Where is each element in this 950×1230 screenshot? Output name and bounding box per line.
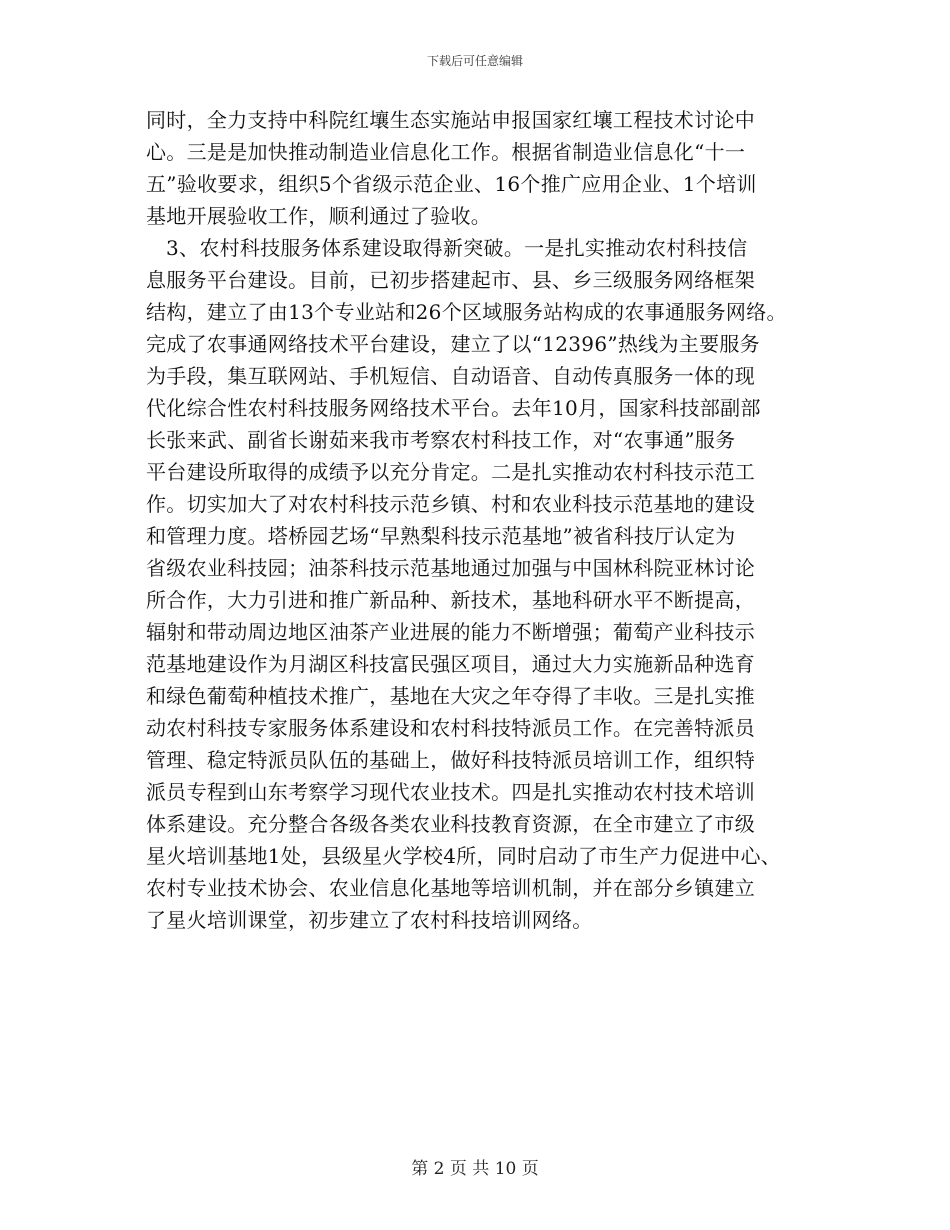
text-line: 体系建设。充分整合各级各类农业科技教育资源，在全市建立了市级 [146,812,755,836]
text-line: 和绿色葡萄种植技术推广，基地在大灾之年夺得了丰收。三是扎实推 [146,684,755,708]
text-line: 省级农业科技园；油茶科技示范基地通过加强与中国林科院亚林讨论 [146,556,755,580]
text-line: 作。切实加大了对农村科技示范乡镇、村和农业科技示范基地的建设 [146,492,755,516]
page-number-footer: 第 2 页 共 10 页 [411,1159,539,1179]
text-line: 结构，建立了由13个专业站和26个区域服务站构成的农事通服务网络。 [146,300,787,324]
text-line: 所合作，大力引进和推广新品种、新技术，基地科研水平不断提高， [146,588,755,612]
text-line: 代化综合性农村科技服务网络技术平台。去年10月，国家科技部副部 [146,396,761,420]
text-line: 长张来武、副省长谢茹来我市考察农村科技工作，对“农事通”服务 [146,428,736,452]
text-line: 和管理力度。塔桥园艺场“早熟梨科技示范基地”被省科技厅认定为 [146,524,736,548]
text-line: 动农村科技专家服务体系建设和农村科技特派员工作。在完善特派员 [146,716,755,740]
text-line: 3、农村科技服务体系建设取得新突破。一是扎实推动农村科技信 [166,236,748,260]
document-body [146,104,846,936]
text-line: 息服务平台建设。目前，已初步搭建起市、县、乡三级服务网络框架 [146,268,755,292]
text-line: 同时，全力支持中科院红壤生态实施站申报国家红壤工程技术讨论中 [146,108,755,132]
page-header-note: 下载后可任意编辑 [426,54,523,68]
text-line: 派员专程到山东考察学习现代农业技术。四是扎实推动农村技术培训 [146,780,755,804]
text-line: 管理、稳定特派员队伍的基础上，做好科技特派员培训工作，组织特 [146,748,755,772]
text-line: 心。三是是加快推动制造业信息化工作。根据省制造业信息化“十一 [146,140,746,164]
text-line: 平台建设所取得的成绩予以充分肯定。二是扎实推动农村科技示范工 [146,460,755,484]
text-line: 了星火培训课堂，初步建立了农村科技培训网络。 [146,908,593,932]
text-line: 基地开展验收工作，顺利通过了验收。 [146,204,492,228]
text-line: 范基地建设作为月湖区科技富民强区项目，通过大力实施新品种选育 [146,652,755,676]
text-line: 星火培训基地1处，县级星火学校4所，同时启动了市生产力促进中心、 [146,844,782,868]
text-line: 辐射和带动周边地区油茶产业进展的能力不断增强；葡萄产业科技示 [146,620,755,644]
text-line: 农村专业技术协会、农业信息化基地等培训机制，并在部分乡镇建立 [146,876,755,900]
text-line: 为手段，集互联网站、手机短信、自动语音、自动传真服务一体的现 [146,364,755,388]
text-line: 完成了农事通网络技术平台建设，建立了以“12396”热线为主要服务 [146,332,760,356]
text-line: 五”验收要求，组织5个省级示范企业、16个推广应用企业、1个培训 [146,172,757,196]
